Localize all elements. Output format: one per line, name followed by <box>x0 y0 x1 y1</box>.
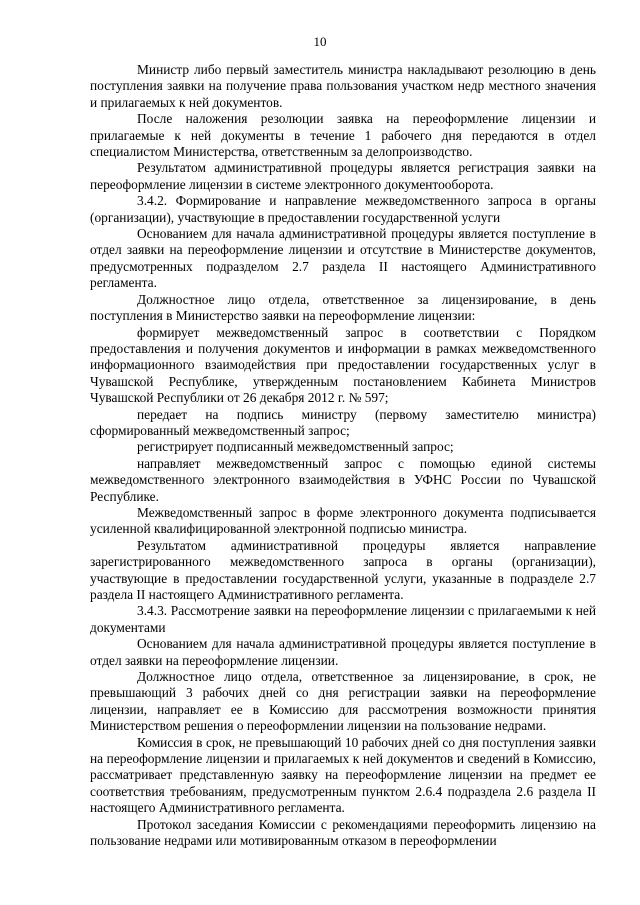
page-number: 10 <box>313 34 327 49</box>
paragraph-official-duties: Должностное лицо отдела, ответственное за лицензирование, в день поступления в Министерство заявки на переоформление лицензии: <box>90 291 596 324</box>
paragraph-resolution: Министр либо первый заместитель министра накладывают резолюцию в день поступления заявки на получение права пользования участком недр местного значения и прилагаемых к ней документов. <box>90 62 596 110</box>
paragraph-commission-review: Комиссия в срок, не превышающий 10 рабочих дней со дня поступления заявки на переоформление лицензии и прилагаемых к ней документов и сведений в Комиссию, рассматривает представленную заявку на переоформление лицензии на предмет ее соответствия требованиям, предусмотренным пунктом 2.6.4 подраздела 2.6 раздела II настоящего Административного регламента. <box>90 734 596 816</box>
paragraph-basis-3-4-3: Основанием для начала административной процедуры является поступление в отдел заявки на переоформление лицензии. <box>90 636 596 668</box>
paragraph-basis-3-4-2: Основанием для начала административной процедуры является поступление в отдел заявки на переоформление лицензии и отсутствие в Министерстве документов, предусмотренных подразделом 2.7 раздела II настоящего Административного регламента. <box>90 226 596 291</box>
paragraph-commission-referral: Должностное лицо отдела, ответственное за лицензирование, в срок, не превышающий 3 рабочих дней со дня регистрации заявки на переоформление лицензии, направляет ее в Комиссию для рассмотрения возможности принятия Министерством решения о переоформлении лицензии на пользование недрами. <box>90 669 596 734</box>
paragraph-registers-request: регистрирует подписанный межведомственный запрос; <box>137 439 454 455</box>
paragraph-registration-result: Результатом административной процедуры является регистрация заявки на переоформление лицензии в системе электронного документооборота. <box>90 160 596 192</box>
section-heading-3-4-3: 3.4.3. Рассмотрение заявки на переоформление лицензии с прилагаемыми к ней документами <box>90 603 596 635</box>
paragraph-electronic-signature: Межведомственный запрос в форме электронного документа подписывается усиленной квалифицированной электронной подписью министра. <box>90 504 596 537</box>
paragraph-sends-for-signature: передает на подпись министру (первому заместителю министра) сформированный межведомственный запрос; <box>90 406 596 438</box>
document-body <box>90 62 596 850</box>
paragraph-result-3-4-2: Результатом административной процедуры является направление зарегистрированного межведомственного запроса в органы (организации), участвующие в предоставлении государственной услуги, указанные в подразделе 2.7 раздела II настоящего Административного регламента. <box>90 537 596 602</box>
paragraph-sends-request: направляет межведомственный запрос с помощью единой системы межведомственного электронного взаимодействия в УФНС России по Чувашской Республике. <box>90 455 596 504</box>
paragraph-commission-protocol: Протокол заседания Комиссии с рекомендациями переоформить лицензию на пользование недрами или мотивированным отказом в переоформлении <box>90 816 596 849</box>
paragraph-transfer-to-department: После наложения резолюции заявка на переоформление лицензии и прилагаемые к ней документы в течение 1 рабочего дня передаются в отдел специалистом Министерства, ответственным за делопроизводство. <box>90 111 596 160</box>
paragraph-forms-request: формирует межведомственный запрос в соответствии с Порядком предоставления и получения документов и информации в рамках межведомственного информационного взаимодействия при предоставлении государственных услуг в Чувашской Республике, утвержденным постановлением Кабинета Министров Чувашской Республики от 26 декабря 2012 г. № 597; <box>90 324 596 406</box>
section-heading-3-4-2: 3.4.2. Формирование и направление межведомственного запроса в органы (организации), участвующие в предоставлении государственной услуги <box>90 193 596 225</box>
